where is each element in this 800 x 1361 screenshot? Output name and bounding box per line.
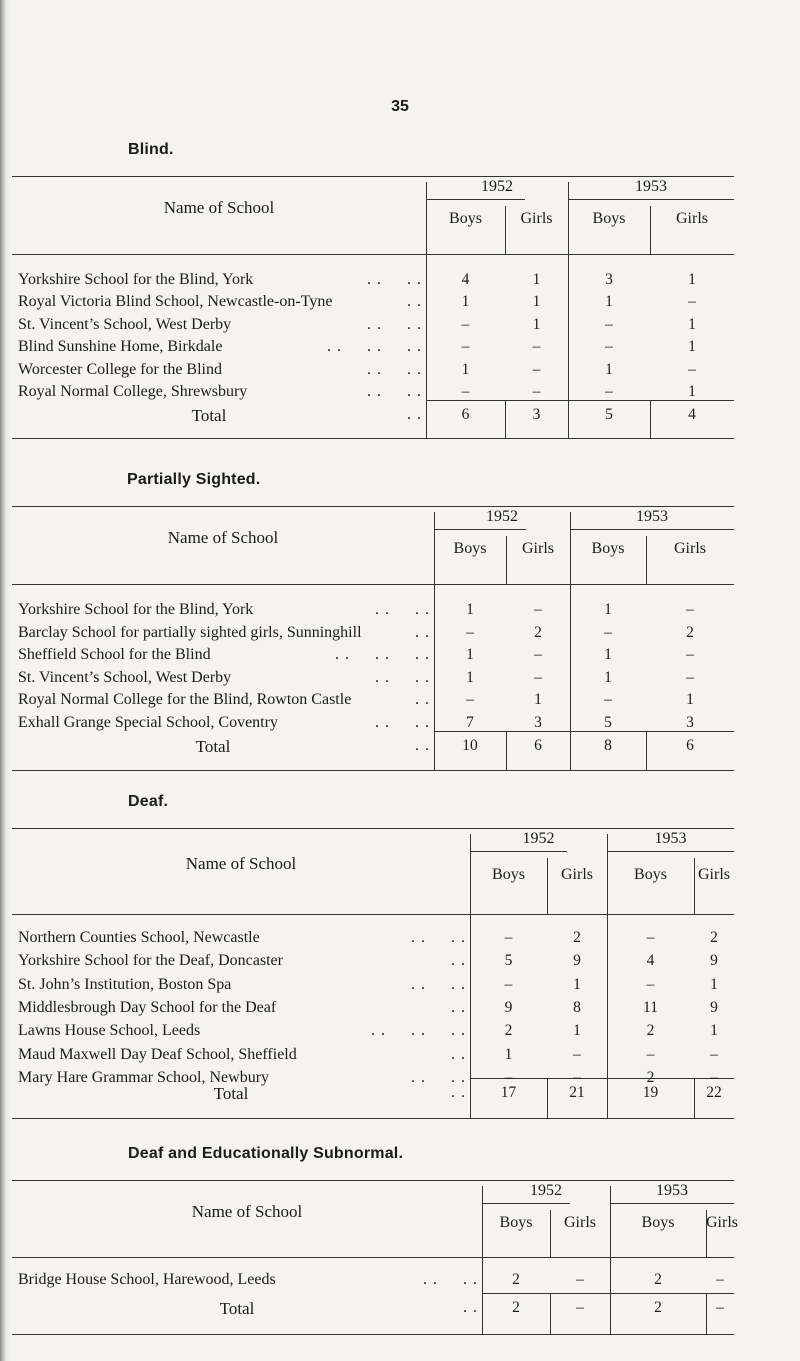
total-top-rule <box>482 1293 734 1294</box>
school-name: Yorkshire School for the Blind, York <box>18 271 254 288</box>
count-cell-b53: – <box>605 338 613 356</box>
page-number: 35 <box>391 98 409 115</box>
girls-1953-header: Girls <box>676 210 708 227</box>
girls-1953-header: Girls <box>698 866 730 883</box>
leader-dots: . . . . <box>367 360 422 378</box>
leader-dots: . . . . <box>423 1271 478 1288</box>
table-top-rule <box>12 828 734 829</box>
total-label: Total <box>219 1299 255 1318</box>
total-cell-b52: 10 <box>462 737 478 754</box>
year-1953-rule <box>610 1203 734 1204</box>
count-cell-g53: 1 <box>688 271 696 288</box>
year-1952-header: 1952 <box>522 830 555 847</box>
count-cell-g53: 2 <box>686 623 694 641</box>
year-1952-header: 1952 <box>486 508 518 525</box>
school-name: Mary Hare Grammar School, Newbury <box>18 1068 270 1086</box>
count-cell-g52: – <box>532 360 541 378</box>
count-cell-g53: – <box>710 1068 718 1086</box>
total-cell-b53: 5 <box>605 406 613 423</box>
count-cell-g53: – <box>686 601 694 618</box>
total-cell-g52: – <box>576 1299 584 1316</box>
school-name: Worcester College for the Blind <box>18 360 222 378</box>
total-label: Total <box>213 1084 249 1103</box>
year-1952-rule <box>434 529 526 530</box>
count-cell-g53: 2 <box>710 929 718 946</box>
school-name: Middlesbrough Day School for the Deaf <box>18 998 277 1016</box>
count-cell-b53: 1 <box>605 360 613 378</box>
boys-1952-header: Boys <box>499 1213 533 1231</box>
count-cell-g52: – <box>532 338 541 356</box>
leader-dots: . . . . . . <box>327 338 422 356</box>
count-cell-g52: 2 <box>534 623 542 641</box>
leader-dots: . . <box>415 691 430 709</box>
count-cell-g52: 1 <box>532 271 541 288</box>
school-table <box>12 176 734 438</box>
section-title: Deaf. <box>128 793 169 810</box>
total-cell-b53: 8 <box>604 737 612 754</box>
count-cell-g52: – <box>532 383 541 400</box>
girls-1952-header: Girls <box>564 1213 596 1231</box>
count-cell-g52: 9 <box>573 952 581 970</box>
count-cell-g53: – <box>688 293 696 311</box>
leader-dots: . . . . <box>367 271 422 288</box>
total-cell-g53: 4 <box>688 406 696 423</box>
table-top-rule <box>12 1180 734 1181</box>
count-cell-b52: – <box>504 975 513 993</box>
count-cell-b52: 2 <box>504 1022 513 1040</box>
total-cell-b53: 2 <box>654 1299 662 1316</box>
count-cell-b53: – <box>604 623 612 641</box>
name-of-school-header: Name of School <box>185 854 297 873</box>
count-cell-b53: 1 <box>605 293 613 311</box>
count-cell-g53: – <box>710 1045 718 1063</box>
count-cell-b52: – <box>466 623 474 641</box>
year-1953-header: 1953 <box>654 830 687 847</box>
count-cell-g53: 9 <box>710 998 718 1016</box>
section-title: Deaf and Educationally Subnormal. <box>128 1145 404 1162</box>
count-cell-b53: – <box>605 315 613 333</box>
girls-1952-header: Girls <box>522 540 554 557</box>
count-cell-g53: 1 <box>686 691 694 709</box>
table-row <box>12 1022 734 1044</box>
count-cell-b53: 1 <box>604 646 612 664</box>
year-1953-rule <box>570 529 734 530</box>
count-cell-b52: 1 <box>461 360 470 378</box>
count-cell-g53: – <box>686 668 694 686</box>
count-cell-g53: 1 <box>688 383 696 400</box>
table-bottom-rule <box>12 1118 734 1119</box>
count-cell-g52: – <box>573 1045 581 1063</box>
count-cell-b52: 1 <box>466 668 474 686</box>
school-name: Yorkshire School for the Blind, York <box>18 601 254 618</box>
table-row <box>12 646 734 668</box>
leader-dots: . . <box>407 406 422 423</box>
total-label: Total <box>195 737 231 756</box>
leader-dots: . . <box>451 1084 466 1101</box>
page-binding-edge <box>0 0 10 1361</box>
count-cell-g52: – <box>534 646 542 664</box>
header-bottom-rule <box>12 254 734 255</box>
table-top-rule <box>12 506 734 507</box>
count-cell-b53: 2 <box>646 1068 655 1086</box>
count-cell-b52: – <box>461 315 470 333</box>
count-cell-b53: – <box>646 1045 655 1063</box>
school-table <box>12 1180 738 1334</box>
count-cell-b52: 1 <box>466 601 474 618</box>
school-name: St. Vincent’s School, West Derby <box>18 315 232 333</box>
leader-dots: . . <box>451 998 466 1016</box>
count-cell-g53: – <box>688 360 696 378</box>
school-name: Maud Maxwell Day Deaf School, Sheffield <box>18 1045 297 1063</box>
leader-dots: . . <box>463 1299 478 1316</box>
count-cell-g52: 1 <box>534 691 542 709</box>
leader-dots: . . <box>451 952 466 970</box>
count-cell-b52: 1 <box>504 1045 513 1063</box>
total-cell-g52: 6 <box>534 737 542 754</box>
count-cell-g53: – <box>686 646 694 664</box>
total-cell-b53: 19 <box>642 1084 659 1101</box>
table-row <box>12 691 734 713</box>
name-of-school-header: Name of School <box>167 528 279 547</box>
count-cell-g53: – <box>716 1271 724 1288</box>
count-cell-b53: 4 <box>646 952 655 970</box>
count-cell-g52: 2 <box>573 929 581 946</box>
table-row <box>12 361 734 383</box>
count-cell-b53: 2 <box>654 1271 662 1288</box>
school-name: Northern Counties School, Newcastle <box>18 929 260 946</box>
school-name: Sheffield School for the Blind <box>18 646 211 664</box>
count-cell-b53: 1 <box>604 601 612 618</box>
total-row <box>12 1084 734 1106</box>
leader-dots: . . . . . . <box>371 1022 466 1040</box>
table-row <box>12 271 734 293</box>
table-row <box>12 999 734 1021</box>
boys-1952-header: Boys <box>492 866 525 883</box>
boys-1953-header: Boys <box>634 866 667 883</box>
count-cell-b52: – <box>461 338 470 356</box>
count-cell-g52: 1 <box>573 975 581 993</box>
leader-dots: . . . . <box>411 929 466 946</box>
section-title: Partially Sighted. <box>127 471 261 488</box>
year-1953-rule <box>607 851 734 852</box>
girls-1953-header: Girls <box>674 540 706 557</box>
count-cell-g52: 3 <box>534 714 542 731</box>
count-cell-b52: 2 <box>512 1271 520 1288</box>
count-cell-b52: 5 <box>504 952 513 970</box>
girls-1953-header: Girls <box>706 1213 738 1231</box>
count-cell-g53: 1 <box>688 315 696 333</box>
leader-dots: . . <box>415 623 430 641</box>
boys-1953-header: Boys <box>641 1213 675 1231</box>
table-row <box>12 976 734 998</box>
leader-dots: . . <box>407 293 422 311</box>
year-1953-header: 1953 <box>656 1182 688 1199</box>
name-of-school-header: Name of School <box>163 198 275 217</box>
count-cell-b53: 2 <box>646 1022 655 1040</box>
table-bottom-rule <box>12 770 734 771</box>
total-row <box>12 1299 734 1321</box>
leader-dots: . . . . <box>367 315 422 333</box>
boys-1952-header: Boys <box>453 540 487 557</box>
table-row <box>12 601 734 623</box>
count-cell-b52: – <box>504 929 513 946</box>
count-cell-b52: – <box>466 691 474 709</box>
leader-dots: . . . . <box>375 714 430 731</box>
total-cell-g52: 21 <box>569 1084 585 1101</box>
school-name: Barclay School for partially sighted girls, Sunninghill <box>18 623 362 641</box>
table-row <box>12 293 734 315</box>
table-row <box>12 952 734 974</box>
header-bottom-rule <box>12 584 734 585</box>
total-cell-g53: – <box>716 1299 724 1316</box>
total-cell-g53: 6 <box>686 737 694 754</box>
boys-1953-header: Boys <box>591 540 625 557</box>
school-name: Bridge House School, Harewood, Leeds <box>18 1271 276 1288</box>
table-row <box>12 383 734 405</box>
school-table <box>12 506 734 770</box>
school-name: Royal Victoria Blind School, Newcastle-on-Tyne <box>18 293 333 311</box>
leader-dots: . . . . <box>375 601 430 618</box>
count-cell-b52: 4 <box>461 271 470 288</box>
boys-1953-header: Boys <box>592 210 626 227</box>
school-name: Royal Normal College for the Blind, Rowton Castle <box>18 691 352 709</box>
total-cell-b52: 17 <box>500 1084 517 1101</box>
header-bottom-rule <box>12 914 734 915</box>
count-cell-g52: – <box>534 668 542 686</box>
total-row <box>12 737 734 759</box>
school-name: Lawns House School, Leeds <box>18 1022 201 1040</box>
section-title: Blind. <box>128 141 174 158</box>
count-cell-g53: 3 <box>686 714 694 731</box>
girls-1952-header: Girls <box>561 866 593 883</box>
leader-dots: . . <box>451 1045 466 1063</box>
count-cell-g53: 1 <box>710 1022 718 1040</box>
count-cell-b52: 7 <box>466 714 474 731</box>
year-1952-rule <box>482 1203 570 1204</box>
count-cell-g52: – <box>534 601 542 618</box>
count-cell-g52: 1 <box>573 1022 581 1040</box>
total-cell-b52: 6 <box>461 406 470 423</box>
leader-dots: . . . . <box>411 1068 466 1086</box>
leader-dots: . . . . . . <box>335 646 430 664</box>
table-row <box>12 338 734 360</box>
table-row <box>12 624 734 646</box>
count-cell-b52: – <box>461 383 470 400</box>
count-cell-g53: 1 <box>688 338 696 356</box>
count-cell-g52: 1 <box>532 315 541 333</box>
count-cell-b53: 5 <box>604 714 612 731</box>
school-table <box>12 828 734 1118</box>
count-cell-b53: 3 <box>605 271 613 288</box>
table-row <box>12 714 734 736</box>
count-cell-b53: 11 <box>643 998 658 1016</box>
total-cell-g52: 3 <box>532 406 541 423</box>
table-row <box>12 1046 734 1068</box>
count-cell-g53: 9 <box>710 952 718 970</box>
year-1952-header: 1952 <box>530 1182 562 1199</box>
leader-dots: . . <box>415 737 430 754</box>
table-row <box>12 1271 734 1293</box>
year-1953-header: 1953 <box>635 178 667 195</box>
header-bottom-rule <box>12 1257 734 1258</box>
school-name: Royal Normal College, Shrewsbury <box>18 383 248 400</box>
count-cell-b52: 1 <box>461 293 470 311</box>
count-cell-g52: 8 <box>573 998 581 1016</box>
year-1952-rule <box>470 851 567 852</box>
count-cell-b53: – <box>646 975 655 993</box>
table-row <box>12 929 734 951</box>
total-label: Total <box>191 406 227 425</box>
table-row <box>12 316 734 338</box>
school-name: St. Vincent’s School, West Derby <box>18 668 232 686</box>
count-cell-b52: 1 <box>466 646 474 664</box>
count-cell-b52: – <box>504 1068 513 1086</box>
leader-dots: . . . . <box>367 383 422 400</box>
leader-dots: . . . . <box>375 668 430 686</box>
count-cell-g52: 1 <box>532 293 541 311</box>
school-name: Yorkshire School for the Deaf, Doncaster <box>18 952 283 970</box>
year-1952-header: 1952 <box>481 178 513 195</box>
school-name: Exhall Grange Special School, Coventry <box>18 714 278 731</box>
count-cell-b52: 9 <box>504 998 513 1016</box>
year-1953-header: 1953 <box>636 508 668 525</box>
total-cell-g53: 22 <box>706 1084 722 1101</box>
count-cell-g53: 1 <box>710 975 718 993</box>
count-cell-g52: – <box>573 1068 581 1086</box>
girls-1952-header: Girls <box>520 210 553 227</box>
school-name: St. John’s Institution, Boston Spa <box>18 975 232 993</box>
leader-dots: . . . . <box>411 975 466 993</box>
count-cell-b53: – <box>605 383 613 400</box>
year-1953-rule <box>568 199 734 200</box>
table-top-rule <box>12 176 734 177</box>
school-name: Blind Sunshine Home, Birkdale <box>18 338 223 356</box>
count-cell-b53: 1 <box>604 668 612 686</box>
count-cell-g52: – <box>576 1271 584 1288</box>
count-cell-b53: – <box>604 691 612 709</box>
boys-1952-header: Boys <box>449 210 482 227</box>
name-of-school-header: Name of School <box>191 1201 303 1221</box>
total-cell-b52: 2 <box>512 1299 520 1316</box>
table-row <box>12 669 734 691</box>
year-1952-rule <box>426 199 525 200</box>
total-row <box>12 406 734 428</box>
table-bottom-rule <box>12 438 734 439</box>
table-bottom-rule <box>12 1334 734 1335</box>
count-cell-b53: – <box>646 929 655 946</box>
